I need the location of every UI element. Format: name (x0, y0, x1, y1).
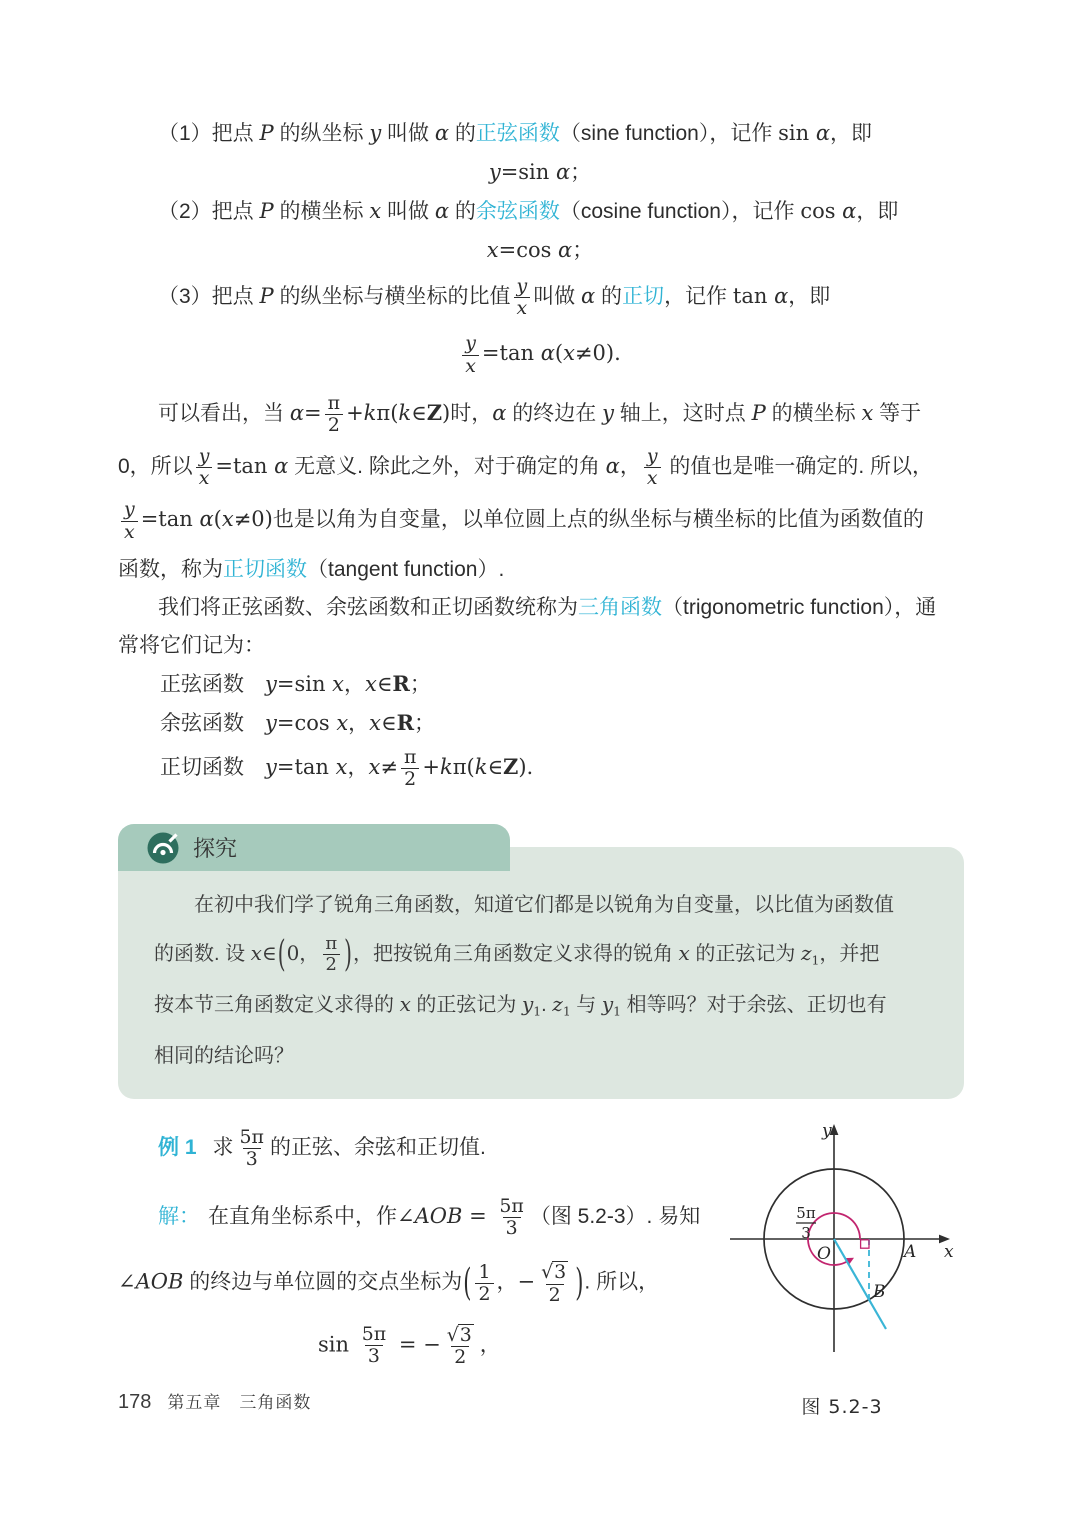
def-cosine: 余弦函数 y=cos x，x∈R； (160, 709, 436, 735)
label-origin-O: O (817, 1243, 831, 1264)
explore-icon (146, 831, 180, 865)
explore-line-1: 在初中我们学了锐角三角函数，知道它们都是以锐角为自变量，以比值为函数值 (194, 894, 894, 917)
solution-sine-formula: sin $\frac{5\pi}{3}$ = − √ 3 2 ， (318, 1323, 501, 1368)
page-footer (118, 1388, 311, 1414)
definition-cosine: （2）把点 P 的横坐标 x 叫做 α 的余弦函数（cosine function），记作 cos α，即 (158, 199, 899, 223)
def-tangent: 正切函数 y=tan x，x≠ $\frac{\pi}{2}$ +kπ(k∈Z). (160, 745, 534, 790)
summary-line-1: 我们将正弦函数、余弦函数和正切函数统称为三角函数（trigonometric function），通 (158, 595, 937, 619)
angle-label-numerator: 5π (796, 1203, 816, 1222)
paragraph-line-2: 0，所以 $\frac{y}{x}$ =tan α 无意义. 除此之外，对于确定的角 α， $\frac{y}{x}$ 的值也是唯一确定的. 所以， (118, 445, 934, 490)
explore-title: 探究 (193, 836, 238, 862)
summary-line-2: 常将它们记为： (118, 633, 265, 657)
angle-label-denominator: 3 (801, 1223, 811, 1242)
explore-line-2: 的函数. 设 x∈(0， $\frac{\pi}{2}$ )，把按锐角三角函数定义求得的锐角 x 的正弦记为 $z_1$，并把 (154, 931, 880, 976)
unit-circle-figure (722, 1119, 962, 1385)
paragraph-line-3: $\frac{y}{x}$ =tan α(x≠0)也是以角为自变量，以单位圆上点的纵坐标与横坐标的比值为函数值的 (118, 499, 962, 542)
def-sine: 正弦函数 y=sin x，x∈R； (160, 670, 431, 696)
right-angle-mark (861, 1239, 869, 1247)
paragraph-line-4: 函数，称为正切函数（tangent function）. (118, 557, 505, 581)
chapter-title: 第五章 三角函数 (167, 1393, 312, 1412)
formula-cosine: x=cos α； (486, 238, 594, 262)
function-definitions (160, 667, 962, 790)
explore-tab (118, 824, 510, 871)
page-number: 178 (118, 1391, 152, 1413)
figure-5-2-3 (722, 1119, 962, 1419)
figure-caption: 图 5.2-3 (801, 1395, 883, 1418)
explore-line-4: 相同的结论吗？ (154, 1044, 294, 1067)
formula-sine: y=sin α； (488, 160, 592, 184)
paragraph-line-1: 可以看出，当 α= $\frac{\pi}{2}$ +kπ(k∈Z)时，α 的终边在 y 轴上，这时点 P 的横坐标 x 等于 (158, 391, 922, 436)
example-statement-text: 求 $\frac{5\pi}{3}$ 的正弦、余弦和正切值. (212, 1125, 486, 1170)
label-x-axis: x (944, 1241, 954, 1262)
label-point-A: A (904, 1241, 917, 1262)
solution-line-2: ∠AOB 的终边与单位圆的交点坐标为( $\frac{1}{2}$ ，− √ 3 2 ). 所以， (118, 1260, 660, 1306)
label-y-axis: y (822, 1120, 832, 1141)
solution-label: 解： (158, 1205, 200, 1229)
definition-tangent: （3）把点 P 的纵坐标与横坐标的比值 $\frac{y}{x}$ 叫做 α 的正切，记作 tan α，即 (158, 275, 831, 320)
solution-line-1-text: 在直角坐标系中，作∠AOB = $\frac{5\pi}{3}$ （图 5.2-3）. 易知 (208, 1195, 701, 1240)
label-point-B: B (873, 1281, 886, 1302)
definition-sine: （1）把点 P 的纵坐标 y 叫做 α 的正弦函数（sine function），记作 sin α，即 (158, 121, 873, 145)
formula-tangent: $\frac{y}{x}$ =tan α(x≠0). (118, 333, 962, 376)
explore-body (118, 847, 964, 1099)
example-label: 例 1 (158, 1135, 197, 1159)
explore-line-3: 按本节三角函数定义求得的 x 的正弦记为 $y_1$. $z_1$ 与 $y_1$ 相等吗？对于余弦、正切也有 (154, 992, 887, 1019)
explore-box (118, 824, 964, 1099)
